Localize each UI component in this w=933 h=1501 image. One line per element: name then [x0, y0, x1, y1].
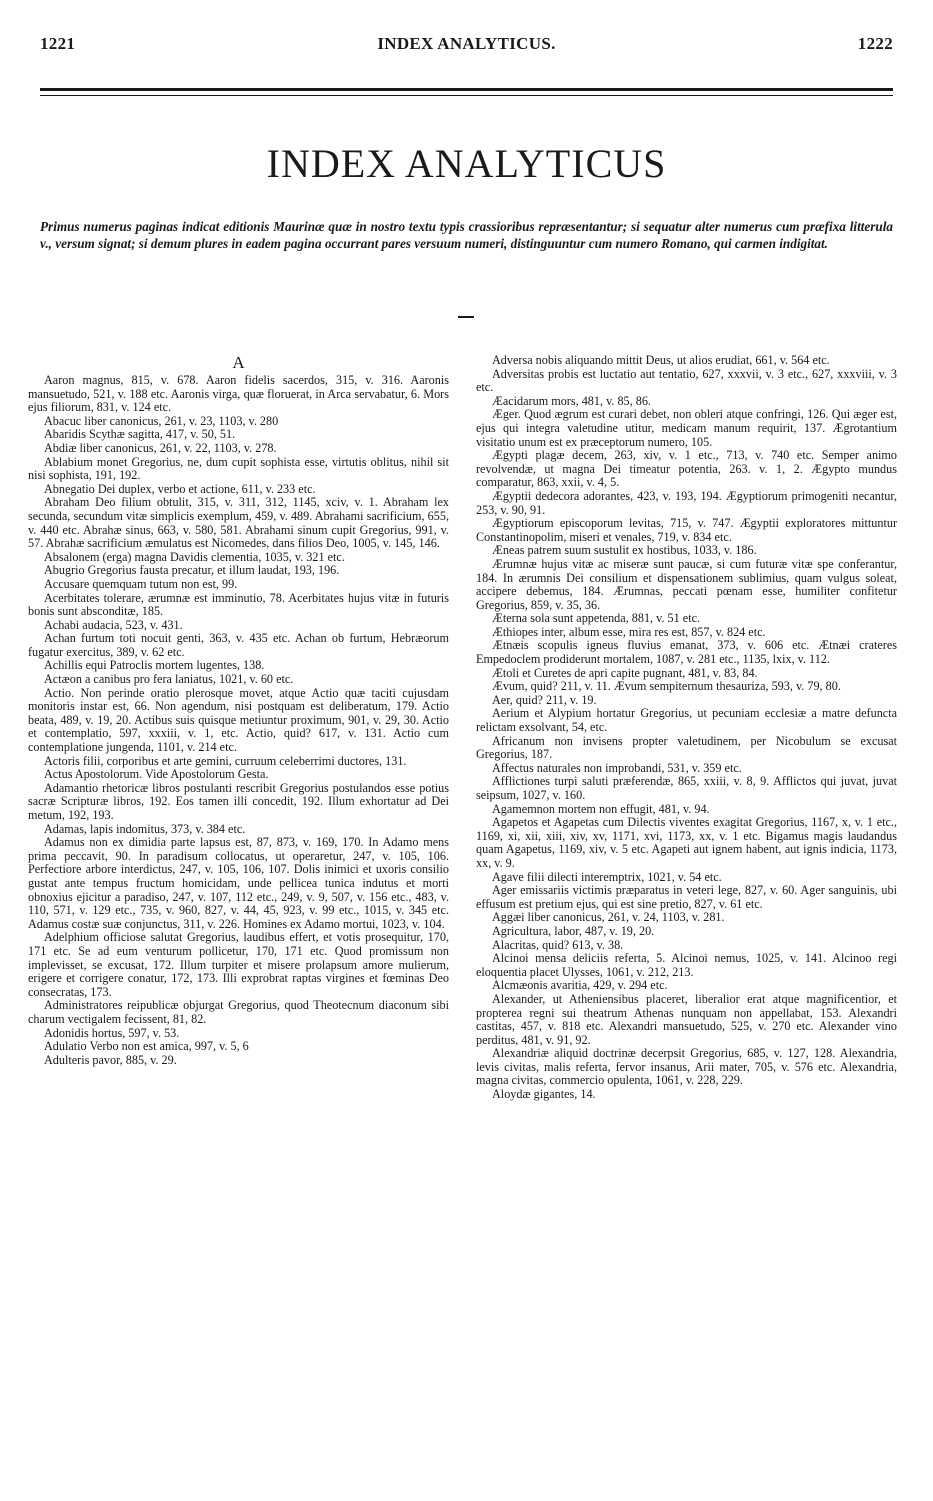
page-title: INDEX ANALYTICUS — [266, 141, 667, 186]
index-entry: Ætnæis scopulis igneus fluvius emanat, 373, v. 606 etc. Ætnæi crateres Empedoclem prodiderunt mortalem, 1087, v. 281 etc., 1135, lxix, v. 112. — [476, 638, 897, 667]
index-entry: Adamantio rhetoricæ libros postulanti rescribit Gregorius postulandos esse potius sacræ Scripturæ libros, 192. Eos tamen illi concedit, 192. Illum exhortatur ad Dei metum, 192, 193. — [28, 780, 449, 822]
index-entry: Achillis equi Patroclis mortem lugentes, 138. — [44, 658, 265, 673]
index-entry: Ærumnæ hujus vitæ ac miseræ sunt paucæ, si cum futuræ vitæ spe conferantur, 184. In ærumnis Dei consilium et dispensationem sublimius, quam vulgus soleat, accipere debemus, 184. Ærumnas, peccati pœnam esse, humiliter confitetur Gregorius, 859, v. 35, 36. — [476, 556, 897, 612]
index-entry: Achan furtum toti nocuit genti, 363, v. 435 etc. Achan ob furtum, Hebræorum fugatur exercitus, 389, v. 62 etc. — [28, 631, 449, 659]
right-entry-list — [476, 354, 897, 1102]
index-entry: Actio. Non perinde oratio plerosque movet, atque Actio quæ taciti cujusdam monitoris instar est, 66. Non agendum, nisi postquam est deliberatum, 179. Actio beata, 489, v. 19, 20. Actibus suis quisque metiuntur proximum, 901, v. 29, 30. Actio et contemplatio, 597, xxxiii, v. 1, etc. Actio, quid? 617, v. 131. Actio cum contemplatione jungenda, 1101, v. 214 etc. — [28, 685, 449, 755]
index-entry: Adamus non ex dimidia parte lapsus est, 87, 873, v. 169, 170. In Adamo mens prima peccavit, 90. In paradisum collocatus, ut operaretur, 247, v. 105, 106. Perfectiore arbore interdictus, 247, v. 105, 106, 107. Dolis inimici et uxoris consilio gustat ante tempus fructum homicidam, unde pellicea tunica indutus et morti obnoxius ejicitur a paradiso, 247, v. 107, 112 etc., 249, v. 9, 507, v. 156 etc., 483, v. 110, 571, v. 129 etc., 735, v. 960, 827, v. 44, 45, 923, v. 99 etc., 1015, v. 345 etc. Adamus costæ suæ conjunctus, 311, v. 226. Homines ex Adamo mortui, 1023, v. 104. — [28, 835, 449, 931]
index-entry: Alcinoi mensa deliciis referta, 5. Alcinoi nemus, 1025, v. 141. Alcinoo regi eloquentia placet Ulysses, 1061, v. 212, 213. — [476, 951, 897, 979]
left-entry-list — [28, 374, 449, 1067]
index-entry: Actoris filii, corporibus et arte gemini, curruum celeberrimi ductores, 131. — [44, 753, 407, 768]
index-entry: Abdiæ liber canonicus, 261, v. 22, 1103, v. 278. — [44, 440, 277, 455]
index-entry: Agricultura, labor, 487, v. 19, 20. — [492, 923, 655, 938]
index-entry: Africanum non invisens propter valetudinem, per Nicobulum se excusat Gregorius, 187. — [476, 733, 897, 762]
running-head — [40, 34, 893, 56]
index-entry: Abacuc liber canonicus, 261, v. 23, 1103, v. 280 — [44, 413, 279, 428]
section-separator — [458, 316, 474, 318]
index-entry: Ævum, quid? 211, v. 11. Ævum sempiternum thesauriza, 593, v. 79, 80. — [492, 679, 841, 694]
index-entry: Agave filii dilecti interemptrix, 1021, v. 54 etc. — [492, 869, 722, 884]
index-entry: Actus Apostolorum. Vide Apostolorum Gesta. — [44, 767, 269, 782]
index-entry: Afflictiones turpi saluti præferendæ, 865, xxiii, v. 8, 9. Afflictos qui juvat, juvat seipsum, 1027, v. 160. — [476, 774, 897, 802]
index-entry: Adamas, lapis indomitus, 373, v. 384 etc. — [44, 821, 246, 836]
index-entry: Affectus naturales non improbandi, 531, v. 359 etc. — [492, 760, 742, 775]
section-letter: A — [232, 354, 245, 372]
index-entry: Alexandriæ aliquid doctrinæ decerpsit Gregorius, 685, v. 127, 128. Alexandria, levis civitas, malis referta, fervor insanus, Arii mater, 705, v. 576 etc. Alexandria, magna civitas, commercio opulenta, 1061, v. 228, 229. — [476, 1046, 897, 1088]
page-number-right: 1222 — [857, 34, 893, 53]
right-column — [476, 354, 897, 1479]
index-entry: Adulatio Verbo non est amica, 997, v. 5, 6 — [44, 1039, 249, 1054]
index-entry: Alacritas, quid? 613, v. 38. — [492, 937, 624, 952]
index-entry: Æthiopes inter, album esse, mira res est, 857, v. 824 etc. — [492, 624, 766, 639]
index-entry: Aer, quid? 211, v. 19. — [492, 692, 597, 707]
index-entry: Adversitas probis est luctatio aut tentatio, 627, xxxvii, v. 3 etc., 627, xxxviii, v. 3 etc. — [476, 366, 897, 395]
page-number-left: 1221 — [40, 34, 76, 53]
index-entry: Accusare quemquam tutum non est, 99. — [44, 576, 238, 591]
index-entry: Æterna sola sunt appetenda, 881, v. 51 etc. — [492, 611, 701, 626]
left-column — [28, 354, 449, 1479]
index-entry: Æacidarum mors, 481, v. 85, 86. — [492, 393, 651, 408]
index-entry: Abaridis Scythæ sagitta, 417, v. 50, 51. — [44, 427, 236, 442]
index-entry: Ager emissariis victimis præparatus in veteri lege, 827, v. 60. Ager sanguinis, ubi effusum est pretium ejus, qui est sine pretio, 827, v. 61 etc. — [476, 883, 897, 911]
index-entry: Actæon a canibus pro fera laniatus, 1021, v. 60 etc. — [44, 672, 294, 687]
running-title: INDEX ANALYTICUS. — [377, 34, 556, 53]
index-entry: Æger. Quod ægrum est curari debet, non obleri atque confringi, 126. Qui æger est, ejus qui integra valetudine utitur, medicam manum requirit, 137. Ægrotantium visitatio unum est ex præceptorum numero, 105. — [476, 407, 897, 449]
index-entry: Abraham Deo filium obtulit, 315, v. 311, 312, 1145, xciv, v. 1. Abraham lex secunda, secundum vitæ simplicis exemplum, 459, v. 489. Abrahami sacrificium, 655, v. 440 etc. Abrahæ sinus, 663, v. 580, 581. Abrahami sinum cupit Gregorius, 991, v. 57. Abrahæ sacrificium æmulatus est Nicomedes, dans filios Deo, 1005, v. 145, 146. — [28, 495, 449, 551]
index-entry: Alexander, ut Atheniensibus placeret, liberalior erat atque magnificentior, et propterea regni sui theatrum Athenas nunquam non appellabat, 153. Alexandri castitas, 457, v. 818 etc. Alexandri mansuetudo, 525, v. 270 etc. Alexander vino perditus, 481, v. 91, 92. — [476, 991, 897, 1047]
index-entry: Aerium et Alypium hortatur Gregorius, ut pecuniam ecclesiæ a matre defuncta relictam exsolvant, 54, etc. — [476, 706, 897, 735]
index-entry: Acerbitates tolerare, ærumnæ est imminutio, 78. Acerbitates hujus vitæ in futuris bonis sunt absconditæ, 185. — [28, 590, 449, 619]
index-entry: Administratores reipublicæ objurgat Gregorius, quod Theotecnum diaconum sibi charum vectigalem fecissent, 81, 82. — [28, 998, 449, 1026]
index-entry: Agamemnon mortem non effugit, 481, v. 94. — [492, 801, 710, 816]
index-entry: Abugrio Gregorius fausta precatur, et illum laudat, 193, 196. — [44, 563, 340, 578]
index-entry: Alcmæonis avaritia, 429, v. 294 etc. — [492, 978, 668, 993]
header-rule-thick — [40, 88, 893, 91]
index-entry: Ætoli et Curetes de apri capite pugnant, 481, v. 83, 84. — [492, 665, 758, 680]
index-entry: Ægyptii dedecora adorantes, 423, v. 193, 194. Ægyptiorum primogeniti necantur, 253, v. 90, 91. — [476, 488, 897, 517]
intro-note: Primus numerus paginas indicat editionis Maurinæ quæ in nostro textu typis crassioribus repræsentantur; si sequatur alter numerus cum præfixa litterula v., versum signat; si demum plures in eadem pagina occurrant pares versuum numeri, distinguuntur cum numero Romano, qui carmen indigitat. — [40, 219, 893, 251]
index-entry: Adelphium officiose salutat Gregorius, laudibus effert, et votis prosequitur, 170, 171 etc. Se ad eum venturum pollicetur, 170, 171 etc. Quod promissum non implevisset, se excusat, 172. Illum turpiter et misere prolapsum amore mulierum, erigere et corrigere conatur, 172, 173. Illi exprobrat raptas virgines et fœminas Deo consecratas, 173. — [28, 930, 449, 999]
index-entry: Aggæi liber canonicus, 261, v. 24, 1103, v. 281. — [492, 910, 725, 925]
index-entry: Ægyptiorum episcoporum levitas, 715, v. 747. Ægyptii exploratores mittuntur Constantinopolim, miseri et venales, 719, v. 834 etc. — [476, 516, 897, 544]
index-entry: Aloydæ gigantes, 14. — [492, 1087, 596, 1102]
header-rule-thin — [40, 95, 893, 96]
index-entry: Absalonem (erga) magna Davidis clementia, 1035, v. 321 etc. — [44, 549, 345, 564]
index-entry: Achabi audacia, 523, v. 431. — [44, 617, 183, 632]
index-entry: Æneas patrem suum sustulit ex hostibus, 1033, v. 186. — [492, 543, 757, 558]
index-entry: Agapetos et Agapetas cum Dilectis viventes exagitat Gregorius, 1167, x, v. 1 etc., 1169, xi, xii, xiii, xiv, xv, 1171, xvi, 1173, xx, v. 1 etc. Bigamus magis laudandus quam Agapetus, 1169, xiv, v. 5 etc. Agapeti aut ignem habent, aut ignis indicia, 1173, xx, v. 9. — [476, 815, 897, 870]
index-entry: Abnegatio Dei duplex, verbo et actione, 611, v. 233 etc. — [44, 481, 316, 496]
index-entry: Aaron magnus, 815, v. 678. Aaron fidelis sacerdos, 315, v. 316. Aaronis mansuetudo, 521, v. 188 etc. Aaronis virga, quæ floruerat, in Arca servabatur, 6. Mors ejus filiorum, 831, v. 124 etc. — [28, 373, 449, 415]
index-entry: Adonidis hortus, 597, v. 53. — [44, 1025, 180, 1040]
index-entry: Adulteris pavor, 885, v. 29. — [44, 1052, 177, 1067]
index-entry: Ablabium monet Gregorius, ne, dum cupit sophista esse, virtutis oblitus, nihil sit nisi sophista, 191, 192. — [28, 454, 449, 483]
index-entry: Adversa nobis aliquando mittit Deus, ut alios erudiat, 661, v. 564 etc. — [492, 354, 830, 367]
index-entry: Ægypti plagæ decem, 263, xiv, v. 1 etc., 713, v. 740 etc. Semper animo revolvendæ, ut magna Dei timeatur potentia, 263. v. 1, 2. Ægypto mundus comparatur, 863, xxii, v. 4, 5. — [476, 448, 897, 490]
